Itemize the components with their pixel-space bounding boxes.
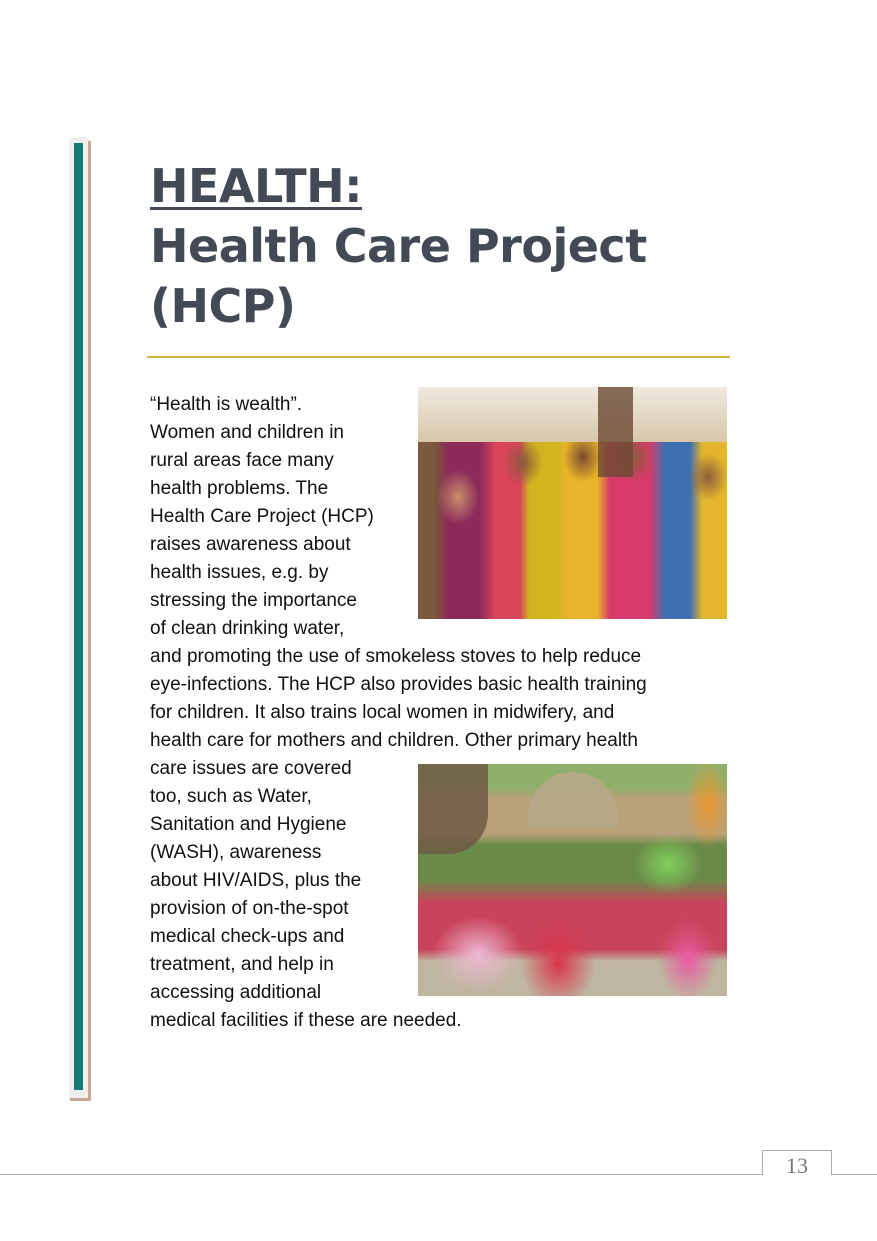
side-accent-bottom <box>70 1098 91 1101</box>
text-line: about HIV/AIDS, plus the <box>150 870 362 891</box>
page-title <box>150 156 647 336</box>
text-line: raises awareness about <box>150 534 351 555</box>
text-line: health care for mothers and children. Other primary health <box>150 730 638 751</box>
text-line: eye-infections. The HCP also provides basic health training <box>150 674 647 695</box>
text-line: “Health is wealth”. <box>150 394 303 415</box>
side-accent-bar <box>74 143 83 1090</box>
text-line: health issues, e.g. by <box>150 562 329 583</box>
text-line: provision of on-the-spot <box>150 898 349 919</box>
project-title: Health Care Project <box>150 219 647 273</box>
text-line: stressing the importance <box>150 590 357 611</box>
text-line: health problems. The <box>150 478 329 499</box>
text-line: care issues are covered <box>150 758 352 779</box>
text-line: treatment, and help in <box>150 954 334 975</box>
text-line: Women and children in <box>150 422 344 443</box>
text-line: of clean drinking water, <box>150 618 345 639</box>
footer-rule-left <box>0 1174 763 1175</box>
side-accent-edge <box>88 141 91 1101</box>
text-line: for children. It also trains local women in midwifery, and <box>150 702 615 723</box>
text-line: too, such as Water, <box>150 786 312 807</box>
text-line: (WASH), awareness <box>150 842 322 863</box>
page-number: 13 <box>762 1150 832 1175</box>
section-heading: HEALTH: <box>150 159 362 213</box>
title-divider <box>147 356 730 358</box>
text-line: and promoting the use of smokeless stoves to help reduce <box>150 646 642 667</box>
text-line: medical facilities if these are needed. <box>150 1010 462 1031</box>
project-acronym: (HCP) <box>150 279 296 333</box>
text-line: Health Care Project (HCP) <box>150 506 374 527</box>
text-line: medical check-ups and <box>150 926 345 947</box>
photo-women-gathering <box>418 764 727 996</box>
text-line: accessing additional <box>150 982 322 1003</box>
footer-rule-right <box>831 1174 877 1175</box>
text-line: Sanitation and Hygiene <box>150 814 347 835</box>
text-line: rural areas face many <box>150 450 334 471</box>
